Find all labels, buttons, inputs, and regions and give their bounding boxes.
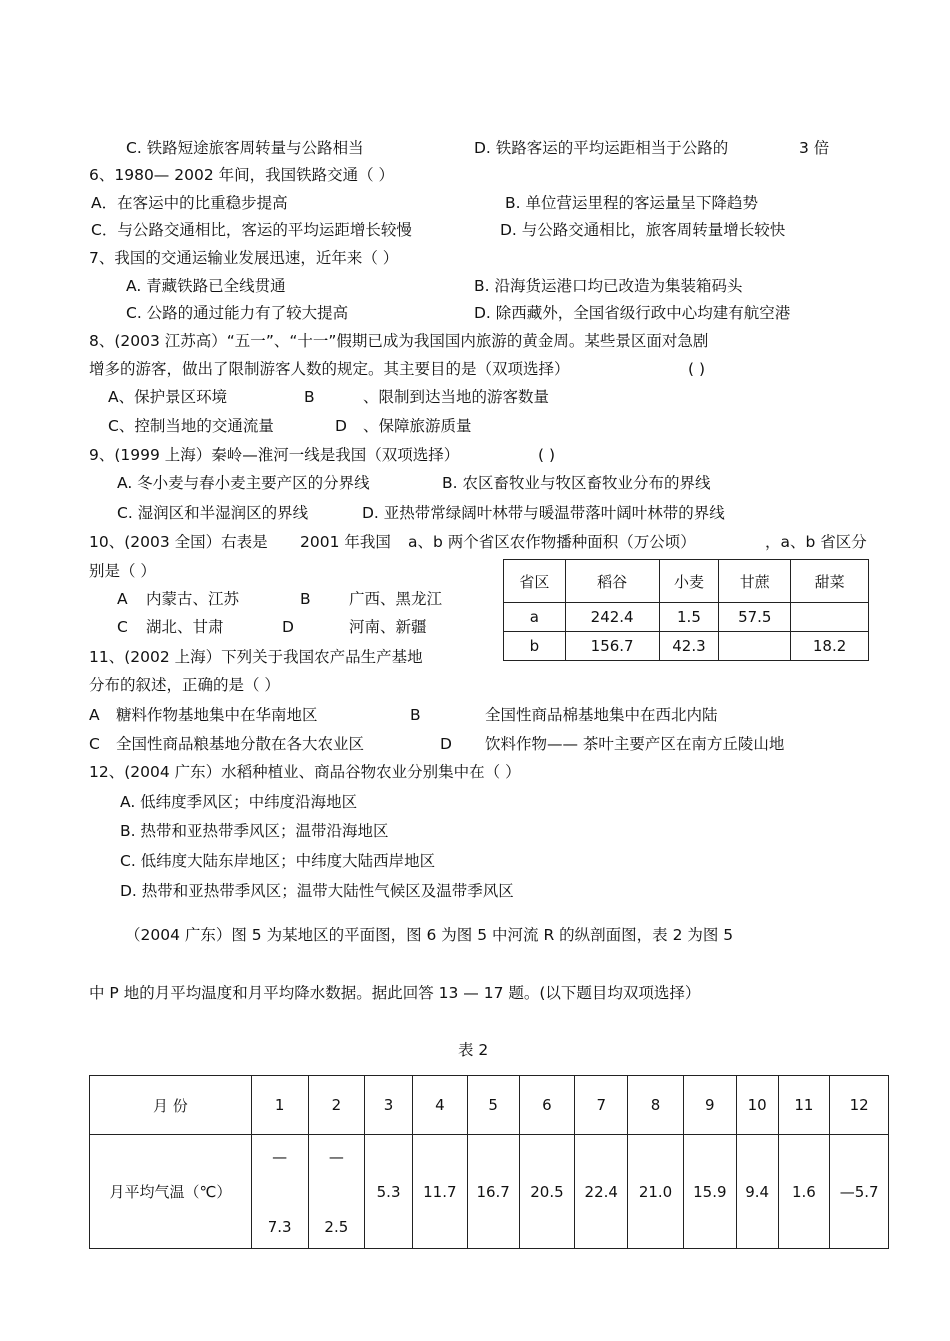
q11-option-b: 全国性商品棉基地集中在西北内陆 <box>485 706 718 724</box>
month-header: 11 <box>778 1076 830 1135</box>
q6-option-a: A．在客运中的比重稳步提高 <box>91 194 288 212</box>
temperature-cell: 9.4 <box>736 1135 778 1249</box>
month-header: 10 <box>736 1076 778 1135</box>
temperature-cell: —5.7 <box>830 1135 889 1249</box>
q8-option-d-letter: D <box>335 417 347 435</box>
q12-option-c: C. 低纬度大陆东岸地区；中纬度大陆西岸地区 <box>120 852 436 870</box>
crop-table-header: 稻谷 <box>565 560 659 603</box>
q10-stem-c: a、b 两个省区农作物播种面积（万公顷） <box>408 533 696 551</box>
temperature-row-label: 月平均气温（℃） <box>90 1135 252 1249</box>
month-header-label: 月 份 <box>90 1076 252 1135</box>
temperature-cell <box>251 1135 308 1249</box>
q9-option-d: D. 亚热带常绿阔叶林带与暖温带落叶阔叶林带的界线 <box>362 504 725 522</box>
q10-stem-d: ，a、b 省区分 <box>765 533 867 551</box>
intro-line2: 中 P 地的月平均温度和月平均降水数据。据此回答 13 — 17 题。(以下题目均双项选择） <box>89 984 701 1002</box>
q5-option-d: D. 铁路客运的平均运距相当于公路的 <box>474 139 729 157</box>
temperature-sign: — <box>272 1147 288 1166</box>
crop-table-cell: b <box>504 632 566 661</box>
crop-table-header: 省区 <box>504 560 566 603</box>
month-header: 9 <box>683 1076 736 1135</box>
crop-table-header: 甜菜 <box>791 560 869 603</box>
temperature-cell: 16.7 <box>467 1135 519 1249</box>
month-header: 12 <box>830 1076 889 1135</box>
month-header: 6 <box>519 1076 575 1135</box>
monthly-temperature-table <box>89 1075 889 1249</box>
q11-option-a-letter: A <box>89 706 100 724</box>
temperature-cell: 5.3 <box>365 1135 413 1249</box>
q7-option-c: C. 公路的通过能力有了较大提高 <box>126 304 349 322</box>
crop-area-table <box>503 559 869 661</box>
q10-option-b: 广西、黑龙江 <box>349 590 443 608</box>
crop-table-cell: a <box>504 603 566 632</box>
crop-table-cell <box>719 632 791 661</box>
q10-stem-a: 10、(2003 全国）右表是 <box>89 533 268 551</box>
q6-option-d: D. 与公路交通相比，旅客周转量增长较快 <box>500 221 786 239</box>
temperature-cell: 11.7 <box>412 1135 467 1249</box>
q11-option-c: 全国性商品粮基地分散在各大农业区 <box>116 735 365 753</box>
q12-option-b: B. 热带和亚热带季风区；温带沿海地区 <box>120 822 389 840</box>
q9-answer-paren: ( ) <box>538 446 556 464</box>
crop-table-cell: 1.5 <box>659 603 719 632</box>
q10-option-a-letter: A <box>117 590 128 608</box>
crop-table-cell: 57.5 <box>719 603 791 632</box>
q10-option-d: 河南、新疆 <box>349 618 427 636</box>
temperature-value: 2.5 <box>324 1217 349 1236</box>
q11-option-d-letter: D <box>440 735 452 753</box>
q11-stem-line1: 11、(2002 上海）下列关于我国农产品生产基地 <box>89 648 423 666</box>
q11-option-d: 饮料作物—— 茶叶主要产区在南方丘陵山地 <box>485 735 785 753</box>
crop-table-cell <box>791 603 869 632</box>
q5-option-c: C. 铁路短途旅客周转量与公路相当 <box>126 139 364 157</box>
q10-stem-line2: 别是（ ） <box>89 562 156 580</box>
q11-option-a: 糖料作物基地集中在华南地区 <box>116 706 318 724</box>
intro-line1: （2004 广东）图 5 为某地区的平面图，图 6 为图 5 中河流 R 的纵剖面图，表 2 为图 5 <box>125 926 734 944</box>
q6-stem: 6、1980— 2002 年间，我国铁路交通（ ） <box>89 166 395 184</box>
q10-option-c: 湖北、甘肃 <box>146 618 224 636</box>
temperature-value: 7.3 <box>267 1217 292 1236</box>
temperature-cell: 22.4 <box>575 1135 628 1249</box>
q8-option-d: 、保障旅游质量 <box>363 417 472 435</box>
month-header: 3 <box>365 1076 413 1135</box>
q10-option-a: 内蒙古、江苏 <box>146 590 240 608</box>
crop-table-cell: 42.3 <box>659 632 719 661</box>
temperature-cell: 15.9 <box>683 1135 736 1249</box>
q10-option-b-letter: B <box>300 590 311 608</box>
month-header: 4 <box>412 1076 467 1135</box>
q8-option-b: 、限制到达当地的游客数量 <box>363 388 550 406</box>
crop-table-header-row <box>504 560 869 603</box>
q7-option-b: B. 沿海货运港口均已改造为集装箱码头 <box>474 277 743 295</box>
month-header: 1 <box>251 1076 308 1135</box>
month-header-row <box>90 1076 889 1135</box>
q9-option-c: C. 湿润区和半湿润区的界线 <box>117 504 309 522</box>
crop-table-header: 小麦 <box>659 560 719 603</box>
temperature-cell: 1.6 <box>778 1135 830 1249</box>
temperature-cell <box>308 1135 365 1249</box>
q8-stem-line2: 增多的游客，做出了限制游客人数的规定。其主要目的是（双项选择） <box>89 360 570 378</box>
crop-table-cell: 18.2 <box>791 632 869 661</box>
q12-option-d: D. 热带和亚热带季风区；温带大陆性气候区及温带季风区 <box>120 882 514 900</box>
crop-table-cell: 156.7 <box>565 632 659 661</box>
crop-table-cell: 242.4 <box>565 603 659 632</box>
q5-option-d-tail: 3 倍 <box>799 139 830 157</box>
q12-stem: 12、(2004 广东）水稻种植业、商品谷物农业分别集中在（ ） <box>89 763 521 781</box>
crop-table-row <box>504 632 869 661</box>
crop-table-row <box>504 603 869 632</box>
q10-option-c-letter: C <box>117 618 128 636</box>
q6-option-b: B. 单位营运里程的客运量呈下降趋势 <box>505 194 758 212</box>
table2-caption: 表 2 <box>458 1041 489 1059</box>
q8-stem-line1: 8、(2003 江苏高）“五一”、“十一”假期已成为我国国内旅游的黄金周。某些景区面对急剧 <box>89 332 709 350</box>
month-header: 8 <box>628 1076 684 1135</box>
q7-option-a: A. 青藏铁路已全线贯通 <box>126 277 286 295</box>
q9-stem: 9、(1999 上海）秦岭—淮河一线是我国（双项选择） <box>89 446 460 464</box>
q10-option-d-letter: D <box>282 618 294 636</box>
month-header: 2 <box>308 1076 365 1135</box>
crop-table-header: 甘蔗 <box>719 560 791 603</box>
q10-stem-b: 2001 年我国 <box>300 533 391 551</box>
q11-stem-line2: 分布的叙述，正确的是（ ） <box>89 676 280 694</box>
q6-option-c: C．与公路交通相比，客运的平均运距增长较慢 <box>91 221 412 239</box>
q11-option-b-letter: B <box>410 706 421 724</box>
temperature-sign: — <box>328 1147 344 1166</box>
q12-option-a: A. 低纬度季风区；中纬度沿海地区 <box>120 793 358 811</box>
q11-option-c-letter: C <box>89 735 100 753</box>
temperature-cell: 20.5 <box>519 1135 575 1249</box>
temperature-cell: 21.0 <box>628 1135 684 1249</box>
month-header: 5 <box>467 1076 519 1135</box>
q7-option-d: D. 除西藏外，全国省级行政中心均建有航空港 <box>474 304 791 322</box>
q8-answer-paren: ( ) <box>688 360 706 378</box>
q9-option-a: A. 冬小麦与春小麦主要产区的分界线 <box>117 474 370 492</box>
q7-stem: 7、我国的交通运输业发展迅速，近年来（ ） <box>89 249 399 267</box>
q8-option-c: C、控制当地的交通流量 <box>108 417 274 435</box>
q9-option-b: B. 农区畜牧业与牧区畜牧业分布的界线 <box>442 474 711 492</box>
q8-option-a: A、保护景区环境 <box>108 388 228 406</box>
q8-option-b-letter: B <box>304 388 315 406</box>
month-header: 7 <box>575 1076 628 1135</box>
temperature-row <box>90 1135 889 1249</box>
